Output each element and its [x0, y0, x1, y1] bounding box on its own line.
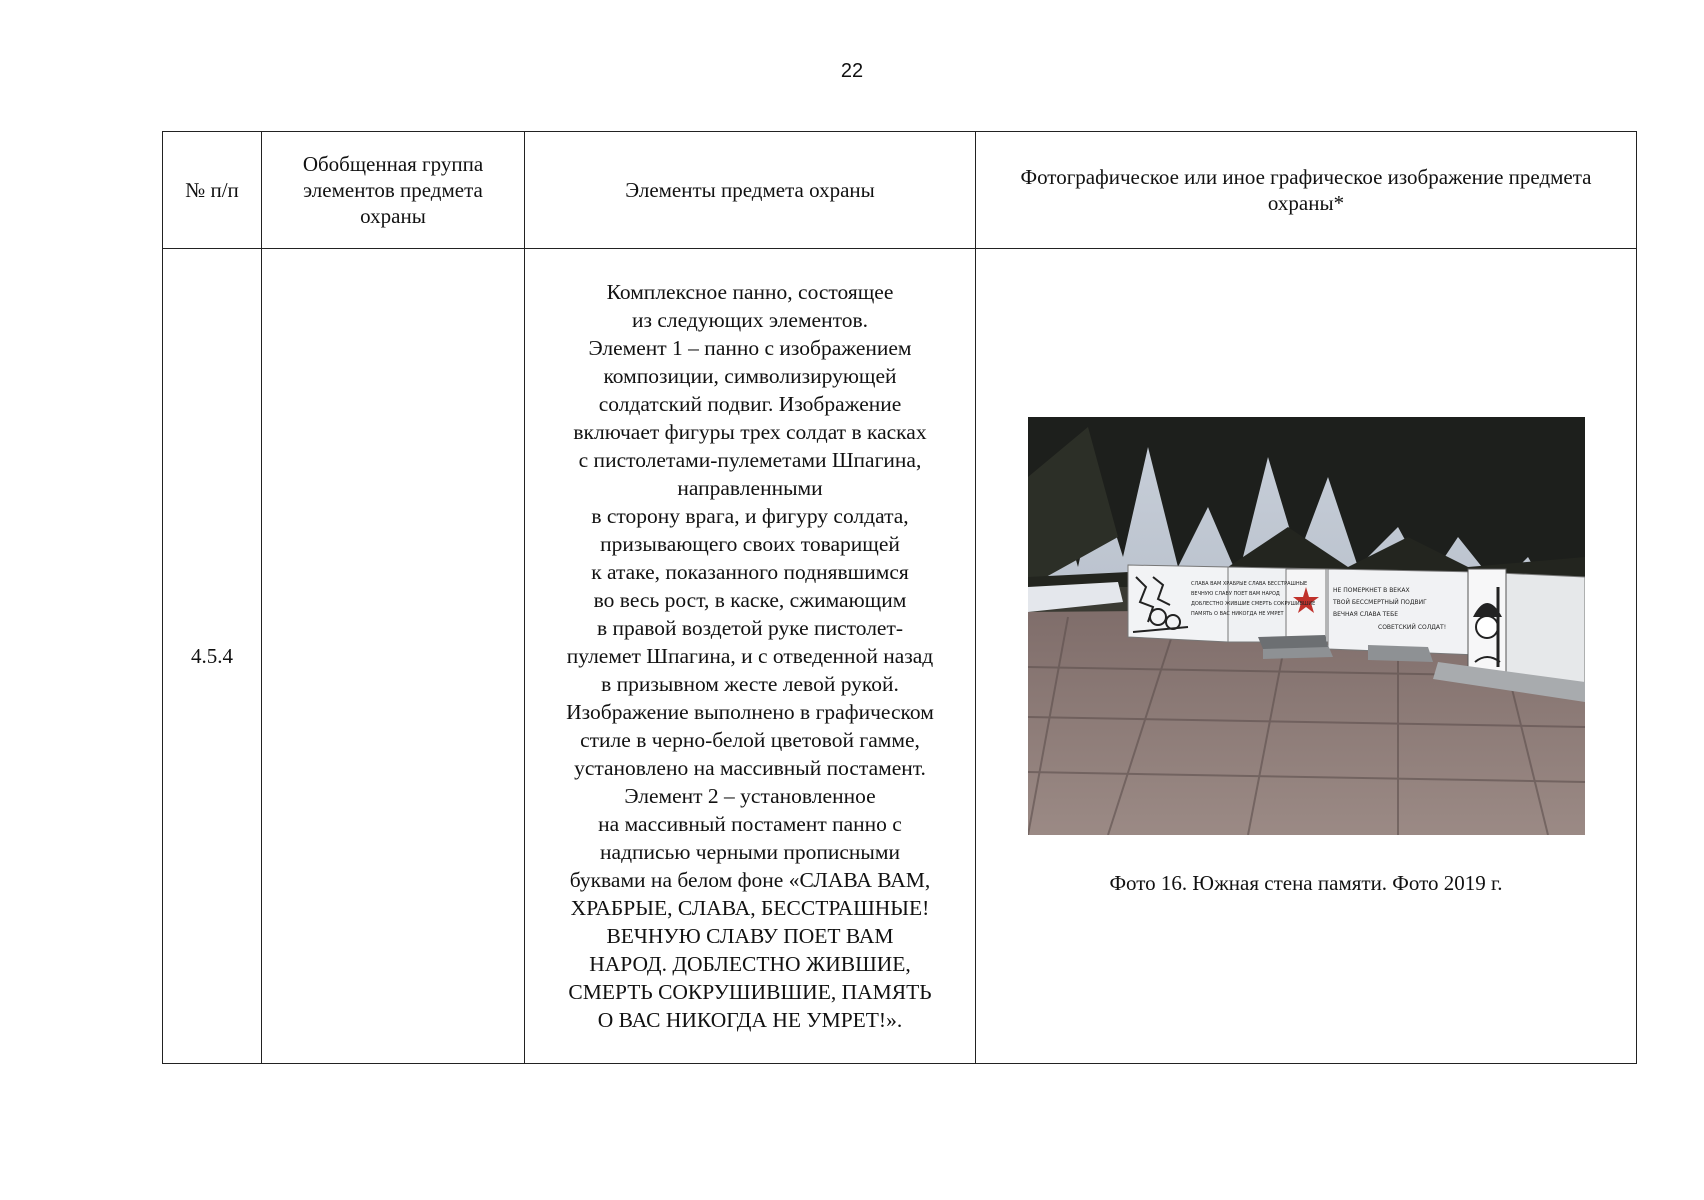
memorial-photo-image — [1028, 417, 1585, 835]
panel-text-left-1: СЛАВА ВАМ ХРАБРЫЕ СЛАВА БЕССТРАШНЫЕ — [1190, 580, 1307, 587]
elements-line: Элемент 2 – установленное — [624, 784, 876, 808]
elements-line: из следующих элементов. — [632, 308, 868, 332]
elements-line: СМЕРТЬ СОКРУШИВШИЕ, ПАМЯТЬ — [568, 980, 932, 1004]
elements-line: буквами на белом фоне «СЛАВА ВАМ, — [569, 868, 931, 892]
elements-line: НАРОД. ДОБЛЕСТНО ЖИВШИЕ, — [589, 952, 911, 976]
panel-text-left-3: ДОБЛЕСТНО ЖИВШИЕ СМЕРТЬ СОКРУШИВШИЕ — [1190, 600, 1315, 607]
row-number: 4.5.4 — [163, 249, 262, 1064]
panel-text-left-4: ПАМЯТЬ О ВАС НИКОГДА НЕ УМРЕТ — [1190, 610, 1284, 617]
row-group — [262, 249, 525, 1064]
photo-caption: Фото 16. Южная стена памяти. Фото 2019 г. — [1109, 870, 1503, 895]
panel-text-right-4: СОВЕТСКИЙ СОЛДАТ! — [1377, 623, 1446, 631]
panel-text-right-2: ТВОЙ БЕССМЕРТНЫЙ ПОДВИГ — [1332, 598, 1427, 606]
elements-line: призывающего своих товарищей — [600, 532, 900, 556]
elements-line: направленными — [677, 476, 823, 500]
page-number: 22 — [840, 60, 864, 82]
table-row — [163, 249, 1637, 1064]
memorial-photo — [1028, 417, 1585, 835]
table-header-row — [163, 132, 1637, 249]
panel-text-right-1: НЕ ПОМЕРКНЕТ В ВЕКАХ — [1332, 586, 1410, 594]
elements-line: солдатский подвиг. Изображение — [598, 392, 902, 416]
elements-line: композиции, символизирующей — [603, 364, 897, 388]
row-elements-description — [525, 249, 976, 1064]
elements-line: Комплексное панно, состоящее — [606, 280, 894, 304]
elements-line: Изображение выполнено в графическом — [566, 700, 934, 724]
elements-line: к атаке, показанного поднявшимся — [591, 560, 909, 584]
header-photo: Фотографическое или иное графическое изображение предмета охраны* — [976, 132, 1637, 249]
elements-line: в правой воздетой руке пистолет- — [596, 616, 904, 640]
elements-lines — [525, 278, 975, 1034]
elements-line: с пистолетами-пулеметами Шпагина, — [578, 448, 922, 472]
header-number: № п/п — [163, 132, 262, 249]
elements-line: установлено на массивный постамент. — [574, 756, 926, 780]
elements-line: в призывном жесте левой рукой. — [601, 672, 899, 696]
elements-line: на массивный постамент панно с — [598, 812, 902, 836]
elements-line: ХРАБРЫЕ, СЛАВА, БЕССТРАШНЫЕ! — [570, 896, 930, 920]
elements-line: стиле в черно-белой цветовой гамме, — [580, 728, 920, 752]
elements-line: в сторону врага, и фигуру солдата, — [591, 504, 909, 528]
row-photo-cell — [976, 249, 1637, 1064]
elements-line: включает фигуры трех солдат в касках — [573, 420, 927, 444]
header-elements: Элементы предмета охраны — [525, 132, 976, 249]
elements-line: О ВАС НИКОГДА НЕ УМРЕТ!». — [597, 1008, 903, 1032]
elements-line: во весь рост, в каске, сжимающим — [593, 588, 907, 612]
elements-line: Элемент 1 – панно с изображением — [588, 336, 912, 360]
protection-table — [162, 131, 1637, 1064]
elements-line: надписью черными прописными — [600, 840, 900, 864]
header-group: Обобщенная группа элементов предмета охраны — [262, 132, 525, 249]
elements-line: ВЕЧНУЮ СЛАВУ ПОЕТ ВАМ — [606, 924, 894, 948]
panel-text-left-2: ВЕЧНУЮ СЛАВУ ПОЕТ ВАМ НАРОД — [1190, 590, 1280, 597]
panel-text-right-3: ВЕЧНАЯ СЛАВА ТЕБЕ — [1332, 610, 1398, 618]
elements-line: пулемет Шпагина, и с отведенной назад — [566, 644, 934, 668]
